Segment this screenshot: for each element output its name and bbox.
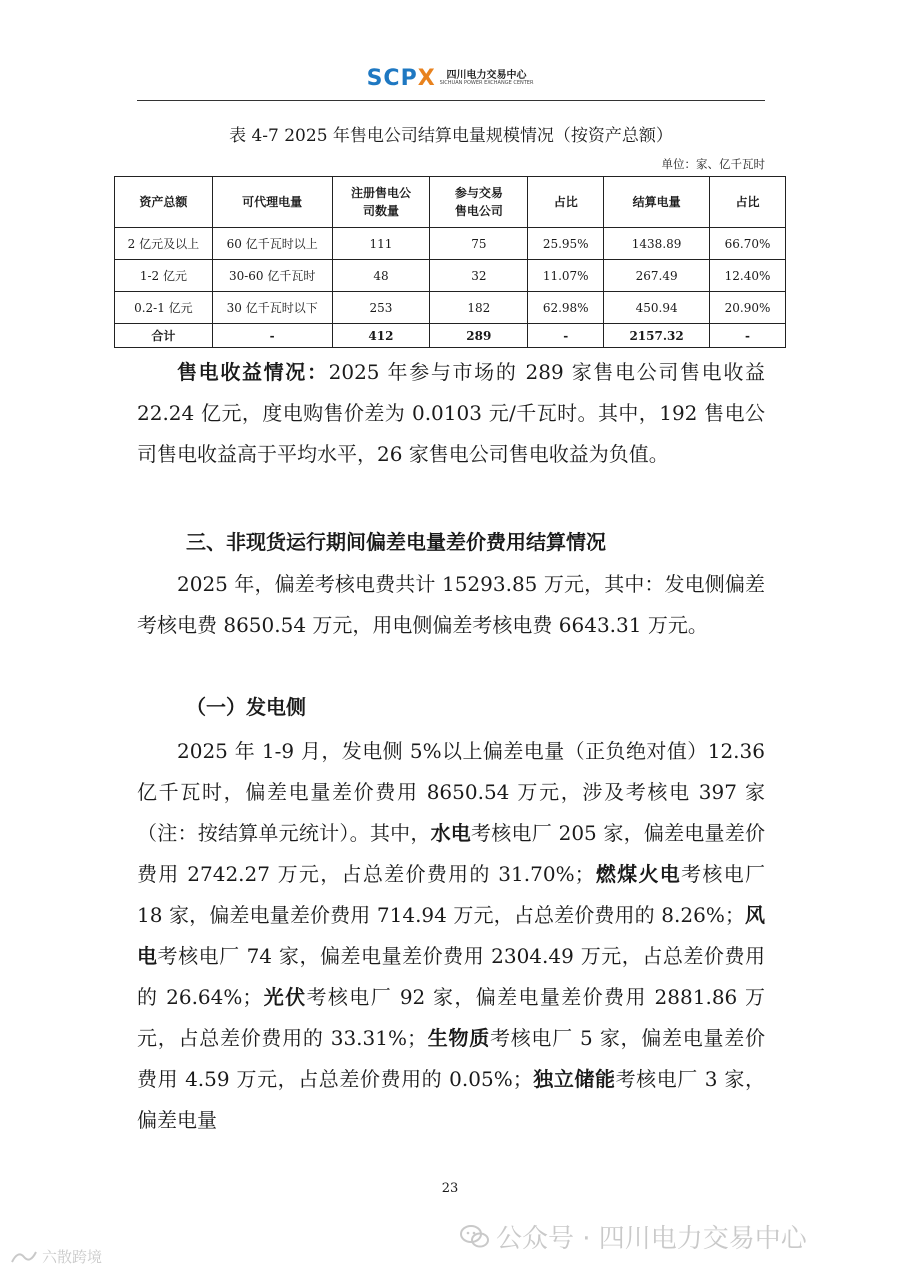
paragraph-generation-side: 2025 年 1-9 月，发电侧 5%以上偏差电量（正负绝对值）12.36 亿千瓦时，偏差电量差价费用 8650.54 万元，涉及考核电 397 家（注：按结算单元统计）。其中，水电考核电厂 205 家，偏差电量差价费用 2742.27 万元，占总差价费用的 31.70%；燃煤火电考核电厂 18 家，偏差电量差价费用 714.94 万元，占总差价费用的 8.26%；风电考核电厂 74 家，偏差电量差价费用 2304.49 万元，占总差价费用的 26.64%；光伏考核电厂 92 家，偏差电量差价费用 2881.86 万元，占总差价费用的 33.31%；生物质考核电厂 5 家，偏差电量差价费用 4.59 万元，占总差价费用的 0.05%；独立储能考核电厂 3 家，偏差电量	[137, 739, 766, 1132]
watermark-left: 六散跨境	[10, 1246, 102, 1267]
watermark-official-account: 公众号 · 四川电力交易中心	[460, 1218, 807, 1255]
table-cell: 60 亿千瓦时以上	[212, 228, 332, 260]
section-heading: 三、非现货运行期间偏差电量差价费用结算情况	[186, 530, 606, 554]
table-header-row	[115, 177, 786, 228]
header-rule	[137, 100, 765, 101]
table-header: 占比	[710, 177, 786, 228]
table-cell: 11.07%	[528, 260, 604, 292]
header-logo	[0, 66, 900, 91]
table-cell: -	[528, 324, 604, 348]
paragraph-deviation-total: 2025 年，偏差考核电费共计 15293.85 万元，其中：发电侧偏差考核电费 8650.54 万元，用电侧偏差考核电费 6643.31 万元。	[137, 572, 765, 637]
table-cell: 48	[332, 260, 430, 292]
table-cell: 111	[332, 228, 430, 260]
table-header: 注册售电公司数量	[332, 177, 430, 228]
page-number: 23	[441, 1181, 459, 1196]
table-cell: 267.49	[604, 260, 710, 292]
table-header: 可代理电量	[212, 177, 332, 228]
table-cell: 合计	[115, 324, 213, 348]
table-cell: 32	[430, 260, 528, 292]
table-cell: 20.90%	[710, 292, 786, 324]
org-name-cn: 四川电力交易中心	[446, 70, 527, 81]
wechat-icon	[460, 1224, 490, 1250]
paragraph-sales-revenue: 售电收益情况：2025 年参与市场的 289 家售电公司售电收益 22.24 亿元，度电购售价差为 0.0103 元/千瓦时。其中，192 售电公司售电收益高于平均水平，26 家售电公司售电收益为负值。	[137, 360, 765, 466]
table-row	[115, 228, 786, 260]
scpx-logo-icon: SCPX	[366, 66, 436, 91]
table-cell: 2157.32	[604, 324, 710, 348]
table-header: 结算电量	[604, 177, 710, 228]
table-header: 占比	[528, 177, 604, 228]
table-cell: 30 亿千瓦时以下	[212, 292, 332, 324]
table-cell: 450.94	[604, 292, 710, 324]
table-cell: 0.2-1 亿元	[115, 292, 213, 324]
table-cell: 75	[430, 228, 528, 260]
table-cell: -	[212, 324, 332, 348]
table-caption: 表 4-7 2025 年售电公司结算电量规模情况（按资产总额）	[229, 126, 673, 146]
data-table	[114, 176, 786, 348]
table-unit: 单位：家、亿千瓦时	[661, 157, 765, 171]
table-row	[115, 260, 786, 292]
table-cell: 253	[332, 292, 430, 324]
table-header: 资产总额	[115, 177, 213, 228]
table-header: 参与交易售电公司	[430, 177, 528, 228]
table-cell: 30-60 亿千瓦时	[212, 260, 332, 292]
table-cell: 289	[430, 324, 528, 348]
org-name-en: SICHUAN POWER EXCHANGE CENTER	[439, 80, 534, 86]
table-cell: 66.70%	[710, 228, 786, 260]
table-cell: 412	[332, 324, 430, 348]
table-cell: 25.95%	[528, 228, 604, 260]
table-cell: -	[710, 324, 786, 348]
table-cell: 12.40%	[710, 260, 786, 292]
table-row	[115, 292, 786, 324]
table-total-row	[115, 324, 786, 348]
table-cell: 62.98%	[528, 292, 604, 324]
table-cell: 1438.89	[604, 228, 710, 260]
table-cell: 1-2 亿元	[115, 260, 213, 292]
table-cell: 182	[430, 292, 528, 324]
watermark-logo-icon	[10, 1248, 38, 1266]
subsection-heading: （一）发电侧	[186, 695, 306, 719]
table-cell: 2 亿元及以上	[115, 228, 213, 260]
